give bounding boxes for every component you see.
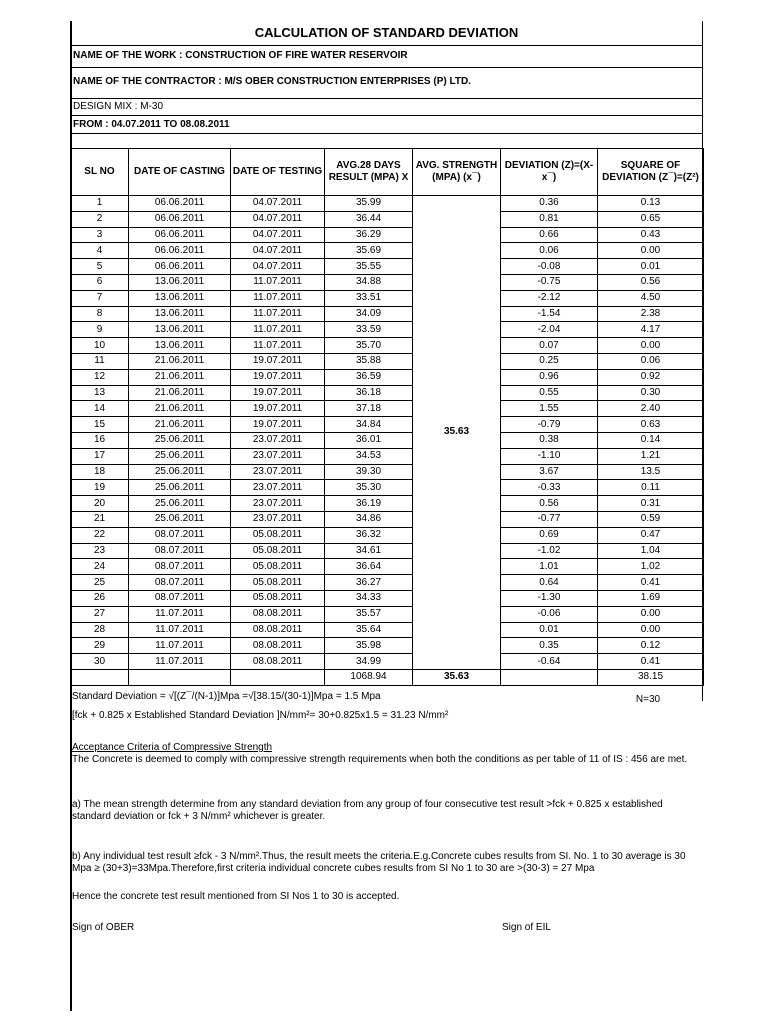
- cell-date-testing: 08.08.2011: [231, 654, 325, 670]
- cell-date-casting: 25.06.2011: [129, 432, 231, 448]
- std-dev-line: Standard Deviation = √[(Z¯/(N-1)]Mpa =√[38.15/(30-1)]Mpa = 1.5 Mpa: [72, 691, 381, 702]
- cell-date-casting: 21.06.2011: [129, 369, 231, 385]
- cell-sl-no: 18: [71, 464, 129, 480]
- cell-date-testing: 08.08.2011: [231, 622, 325, 638]
- table-row: [71, 606, 704, 622]
- total-avg: 35.63: [413, 669, 501, 685]
- name-of-contractor: NAME OF THE CONTRACTOR : M/S OBER CONSTRUCTION ENTERPRISES (P) LTD.: [70, 67, 703, 98]
- cell-square: 1.02: [598, 559, 704, 575]
- cell-date-testing: 11.07.2011: [231, 274, 325, 290]
- cell-date-casting: 21.06.2011: [129, 353, 231, 369]
- total-blank-2: [129, 669, 231, 685]
- cell-date-casting: 06.06.2011: [129, 196, 231, 212]
- table-row: [71, 464, 704, 480]
- cell-deviation: -1.02: [501, 543, 598, 559]
- cell-avg28: 36.27: [325, 575, 413, 591]
- fck-line: [fck + 0.825 x Established Standard Deviation ]N/mm²= 30+0.825x1.5 = 31.23 N/mm²: [72, 710, 449, 721]
- cell-square: 0.43: [598, 227, 704, 243]
- cell-deviation: 0.25: [501, 353, 598, 369]
- cell-deviation: 0.06: [501, 243, 598, 259]
- cell-square: 0.92: [598, 369, 704, 385]
- cell-deviation: 0.64: [501, 575, 598, 591]
- table-row: [71, 417, 704, 433]
- cell-square: 0.47: [598, 527, 704, 543]
- total-sum-x: 1068.94: [325, 669, 413, 685]
- cell-date-casting: 08.07.2011: [129, 543, 231, 559]
- cell-sl-no: 13: [71, 385, 129, 401]
- cell-square: 0.41: [598, 654, 704, 670]
- cell-avg28: 39.30: [325, 464, 413, 480]
- cell-square: 0.63: [598, 417, 704, 433]
- header-date-testing: DATE OF TESTING: [231, 149, 325, 196]
- cell-square: 0.41: [598, 575, 704, 591]
- table-row: [71, 496, 704, 512]
- cell-sl-no: 23: [71, 543, 129, 559]
- cell-sl-no: 17: [71, 448, 129, 464]
- cell-deviation: 0.55: [501, 385, 598, 401]
- cell-sl-no: 19: [71, 480, 129, 496]
- cell-date-testing: 04.07.2011: [231, 259, 325, 275]
- cell-sl-no: 26: [71, 590, 129, 606]
- cell-date-testing: 23.07.2011: [231, 448, 325, 464]
- cell-deviation: -0.75: [501, 274, 598, 290]
- table-row: [71, 575, 704, 591]
- cell-avg28: 34.09: [325, 306, 413, 322]
- criterion-b: b) Any individual test result ≥fck - 3 N/mm².Thus, the result meets the criteria.E.g.Concrete cubes results from SI. No. 1 to 30 average is 30 Mpa ≥ (30+3)=33Mpa.Therefore,first criteria individual concrete cubes results from SI No 1 to 30 are >(30-3) = 27 Mpa: [72, 851, 686, 874]
- table-row: [71, 654, 704, 670]
- cell-date-testing: 19.07.2011: [231, 401, 325, 417]
- header-avg-strength: AVG. STRENGTH (MPA) (x¯): [413, 149, 501, 196]
- cell-date-testing: 04.07.2011: [231, 196, 325, 212]
- table-row: [71, 306, 704, 322]
- table-row: [71, 322, 704, 338]
- cell-date-casting: 06.06.2011: [129, 227, 231, 243]
- cell-sl-no: 29: [71, 638, 129, 654]
- cell-square: 0.59: [598, 511, 704, 527]
- cell-date-casting: 06.06.2011: [129, 259, 231, 275]
- cell-date-testing: 23.07.2011: [231, 432, 325, 448]
- acceptance-text: The Concrete is deemed to comply with compressive strength requirements when both the conditions as per table of 11 of IS : 456 are met.: [72, 754, 688, 765]
- cell-avg28: 34.86: [325, 511, 413, 527]
- cell-deviation: 3.67: [501, 464, 598, 480]
- cell-sl-no: 16: [71, 432, 129, 448]
- cell-square: 0.00: [598, 338, 704, 354]
- totals-row: [71, 669, 704, 685]
- cell-date-casting: 25.06.2011: [129, 511, 231, 527]
- cell-date-casting: 11.07.2011: [129, 654, 231, 670]
- cell-date-casting: 08.07.2011: [129, 575, 231, 591]
- cell-deviation: 0.07: [501, 338, 598, 354]
- header-deviation: DEVIATION (Z)=(X-x¯): [501, 149, 598, 196]
- cell-deviation: -1.10: [501, 448, 598, 464]
- cell-date-casting: 08.07.2011: [129, 590, 231, 606]
- cell-deviation: 0.01: [501, 622, 598, 638]
- cell-sl-no: 1: [71, 196, 129, 212]
- sign-ober: Sign of OBER: [72, 922, 135, 933]
- table-row: [71, 590, 704, 606]
- cell-deviation: 0.96: [501, 369, 598, 385]
- cell-avg28: 36.18: [325, 385, 413, 401]
- cell-deviation: -2.12: [501, 290, 598, 306]
- cell-date-testing: 23.07.2011: [231, 480, 325, 496]
- table-row: [71, 622, 704, 638]
- cell-deviation: -0.64: [501, 654, 598, 670]
- cell-sl-no: 22: [71, 527, 129, 543]
- cell-square: 0.65: [598, 211, 704, 227]
- cell-sl-no: 12: [71, 369, 129, 385]
- cell-deviation: -0.79: [501, 417, 598, 433]
- cell-square: 0.13: [598, 196, 704, 212]
- table-row: [71, 196, 704, 212]
- cell-sl-no: 30: [71, 654, 129, 670]
- cell-avg28: 37.18: [325, 401, 413, 417]
- cell-date-testing: 05.08.2011: [231, 527, 325, 543]
- cell-date-casting: 25.06.2011: [129, 496, 231, 512]
- cell-date-casting: 13.06.2011: [129, 306, 231, 322]
- cell-date-testing: 19.07.2011: [231, 385, 325, 401]
- document-title: CALCULATION OF STANDARD DEVIATION: [254, 25, 519, 40]
- cell-deviation: 0.56: [501, 496, 598, 512]
- cell-date-testing: 05.08.2011: [231, 590, 325, 606]
- cell-avg28: 36.01: [325, 432, 413, 448]
- cell-date-casting: 25.06.2011: [129, 464, 231, 480]
- cell-date-casting: 21.06.2011: [129, 401, 231, 417]
- cell-deviation: -0.08: [501, 259, 598, 275]
- cell-avg28: 36.32: [325, 527, 413, 543]
- table-row: [71, 227, 704, 243]
- cell-sl-no: 10: [71, 338, 129, 354]
- cell-date-testing: 23.07.2011: [231, 511, 325, 527]
- cell-deviation: 0.36: [501, 196, 598, 212]
- table-row: [71, 243, 704, 259]
- design-mix: DESIGN MIX : M-30: [70, 98, 703, 115]
- cell-sl-no: 11: [71, 353, 129, 369]
- cell-square: 0.00: [598, 606, 704, 622]
- cell-date-testing: 23.07.2011: [231, 464, 325, 480]
- table-row: [71, 527, 704, 543]
- cell-date-testing: 04.07.2011: [231, 227, 325, 243]
- cell-square: 0.31: [598, 496, 704, 512]
- cell-deviation: 1.01: [501, 559, 598, 575]
- cell-date-testing: 04.07.2011: [231, 211, 325, 227]
- cell-date-casting: 08.07.2011: [129, 527, 231, 543]
- criterion-a: a) The mean strength determine from any standard deviation from any group of four consecutive test result >fck + 0.825 x established standard deviation or fck + 3 N/mm² whichever is greater.: [72, 799, 663, 822]
- cell-deviation: -0.33: [501, 480, 598, 496]
- table-row: [71, 448, 704, 464]
- header-sl-no: SL NO: [71, 149, 129, 196]
- cell-avg28: 34.88: [325, 274, 413, 290]
- header-avg28: AVG.28 DAYS RESULT (MPA) X: [325, 149, 413, 196]
- cell-square: 0.30: [598, 385, 704, 401]
- cell-deviation: 0.38: [501, 432, 598, 448]
- cell-square: 0.12: [598, 638, 704, 654]
- total-blank-1: [71, 669, 129, 685]
- cell-date-testing: 11.07.2011: [231, 306, 325, 322]
- cell-sl-no: 28: [71, 622, 129, 638]
- cell-sl-no: 2: [71, 211, 129, 227]
- cell-deviation: -1.30: [501, 590, 598, 606]
- cell-date-testing: 11.07.2011: [231, 290, 325, 306]
- cell-deviation: 0.66: [501, 227, 598, 243]
- cell-date-testing: 05.08.2011: [231, 575, 325, 591]
- cell-sl-no: 24: [71, 559, 129, 575]
- cell-avg28: 34.33: [325, 590, 413, 606]
- cell-square: 0.14: [598, 432, 704, 448]
- cell-avg28: 35.30: [325, 480, 413, 496]
- cell-date-casting: 11.07.2011: [129, 606, 231, 622]
- cell-avg28: 35.64: [325, 622, 413, 638]
- cell-sl-no: 4: [71, 243, 129, 259]
- cell-date-casting: 25.06.2011: [129, 480, 231, 496]
- cell-date-casting: 13.06.2011: [129, 338, 231, 354]
- cell-sl-no: 27: [71, 606, 129, 622]
- blank-row: [70, 133, 703, 148]
- cell-date-casting: 13.06.2011: [129, 290, 231, 306]
- table-row: [71, 511, 704, 527]
- cell-avg28: 34.84: [325, 417, 413, 433]
- cell-avg28: 34.99: [325, 654, 413, 670]
- table-header-row: [71, 149, 704, 196]
- cell-avg28: 33.59: [325, 322, 413, 338]
- cell-sl-no: 9: [71, 322, 129, 338]
- cell-date-casting: 11.07.2011: [129, 622, 231, 638]
- cell-square: 1.21: [598, 448, 704, 464]
- table-row: [71, 274, 704, 290]
- cell-avg28: 33.51: [325, 290, 413, 306]
- cell-avg28: 36.29: [325, 227, 413, 243]
- cell-deviation: 0.35: [501, 638, 598, 654]
- table-row: [71, 290, 704, 306]
- cell-date-testing: 19.07.2011: [231, 369, 325, 385]
- cell-date-casting: 13.06.2011: [129, 274, 231, 290]
- table-row: [71, 259, 704, 275]
- cell-date-casting: 06.06.2011: [129, 211, 231, 227]
- cell-date-testing: 11.07.2011: [231, 338, 325, 354]
- cell-date-testing: 19.07.2011: [231, 353, 325, 369]
- cell-date-testing: 05.08.2011: [231, 543, 325, 559]
- cell-avg28: 36.19: [325, 496, 413, 512]
- cell-date-testing: 04.07.2011: [231, 243, 325, 259]
- table-row: [71, 559, 704, 575]
- table-row: [71, 638, 704, 654]
- sign-eil: Sign of EIL: [502, 922, 551, 933]
- cell-square: 1.04: [598, 543, 704, 559]
- cell-square: 0.00: [598, 243, 704, 259]
- cell-deviation: 0.81: [501, 211, 598, 227]
- conclusion: Hence the concrete test result mentioned from SI Nos 1 to 30 is accepted.: [72, 891, 400, 902]
- cell-date-testing: 05.08.2011: [231, 559, 325, 575]
- results-table: [70, 148, 704, 686]
- cell-square: 2.40: [598, 401, 704, 417]
- n-label: N=30: [635, 694, 661, 705]
- cell-sl-no: 5: [71, 259, 129, 275]
- cell-sl-no: 15: [71, 417, 129, 433]
- cell-avg28: 34.61: [325, 543, 413, 559]
- cell-avg28: 35.99: [325, 196, 413, 212]
- cell-date-casting: 06.06.2011: [129, 243, 231, 259]
- cell-deviation: 0.69: [501, 527, 598, 543]
- total-sum-sq: 38.15: [598, 669, 704, 685]
- cell-sl-no: 21: [71, 511, 129, 527]
- table-row: [71, 543, 704, 559]
- cell-sl-no: 6: [71, 274, 129, 290]
- header-date-casting: DATE OF CASTING: [129, 149, 231, 196]
- table-body: [71, 196, 704, 686]
- cell-deviation: -1.54: [501, 306, 598, 322]
- cell-date-testing: 08.08.2011: [231, 638, 325, 654]
- cell-square: 0.11: [598, 480, 704, 496]
- name-of-work: NAME OF THE WORK : CONSTRUCTION OF FIRE WATER RESERVOIR: [70, 45, 703, 67]
- cell-sl-no: 25: [71, 575, 129, 591]
- cell-sl-no: 14: [71, 401, 129, 417]
- cell-date-casting: 25.06.2011: [129, 448, 231, 464]
- cell-sl-no: 20: [71, 496, 129, 512]
- cell-sl-no: 8: [71, 306, 129, 322]
- cell-sl-no: 3: [71, 227, 129, 243]
- cell-sl-no: 7: [71, 290, 129, 306]
- cell-square: 2.38: [598, 306, 704, 322]
- cell-avg28: 34.53: [325, 448, 413, 464]
- cell-date-testing: 19.07.2011: [231, 417, 325, 433]
- cell-date-casting: 11.07.2011: [129, 638, 231, 654]
- cell-square: 4.50: [598, 290, 704, 306]
- cell-avg28: 35.69: [325, 243, 413, 259]
- acceptance-heading: Acceptance Criteria of Compressive Strength: [72, 742, 273, 753]
- cell-deviation: -0.77: [501, 511, 598, 527]
- cell-avg28: 35.55: [325, 259, 413, 275]
- cell-deviation: -0.06: [501, 606, 598, 622]
- cell-avg28: 35.88: [325, 353, 413, 369]
- cell-date-casting: 13.06.2011: [129, 322, 231, 338]
- table-row: [71, 432, 704, 448]
- cell-date-casting: 08.07.2011: [129, 559, 231, 575]
- cell-avg28: 35.98: [325, 638, 413, 654]
- cell-date-casting: 21.06.2011: [129, 385, 231, 401]
- cell-avg28: 35.57: [325, 606, 413, 622]
- table-row: [71, 369, 704, 385]
- table-row: [71, 353, 704, 369]
- cell-date-testing: 23.07.2011: [231, 496, 325, 512]
- total-blank-4: [501, 669, 598, 685]
- total-blank-3: [231, 669, 325, 685]
- cell-square: 4.17: [598, 322, 704, 338]
- header-square: SQUARE OF DEVIATION (Z¯)=(Z²): [598, 149, 704, 196]
- cell-square: 0.00: [598, 622, 704, 638]
- table-row: [71, 211, 704, 227]
- cell-avg28: 36.64: [325, 559, 413, 575]
- cell-square: 0.56: [598, 274, 704, 290]
- cell-date-testing: 11.07.2011: [231, 322, 325, 338]
- cell-deviation: -2.04: [501, 322, 598, 338]
- cell-date-testing: 08.08.2011: [231, 606, 325, 622]
- cell-avg28: 35.70: [325, 338, 413, 354]
- cell-square: 13.5: [598, 464, 704, 480]
- cell-date-casting: 21.06.2011: [129, 417, 231, 433]
- table-row: [71, 338, 704, 354]
- period: FROM : 04.07.2011 TO 08.08.2011: [70, 115, 703, 133]
- table-row: [71, 401, 704, 417]
- table-row: [71, 385, 704, 401]
- table-row: [71, 480, 704, 496]
- cell-deviation: 1.55: [501, 401, 598, 417]
- cell-avg28: 36.44: [325, 211, 413, 227]
- cell-square: 0.01: [598, 259, 704, 275]
- cell-avg28: 36.59: [325, 369, 413, 385]
- cell-square: 0.06: [598, 353, 704, 369]
- cell-square: 1.69: [598, 590, 704, 606]
- cell-avg-strength: 35.63: [413, 196, 501, 670]
